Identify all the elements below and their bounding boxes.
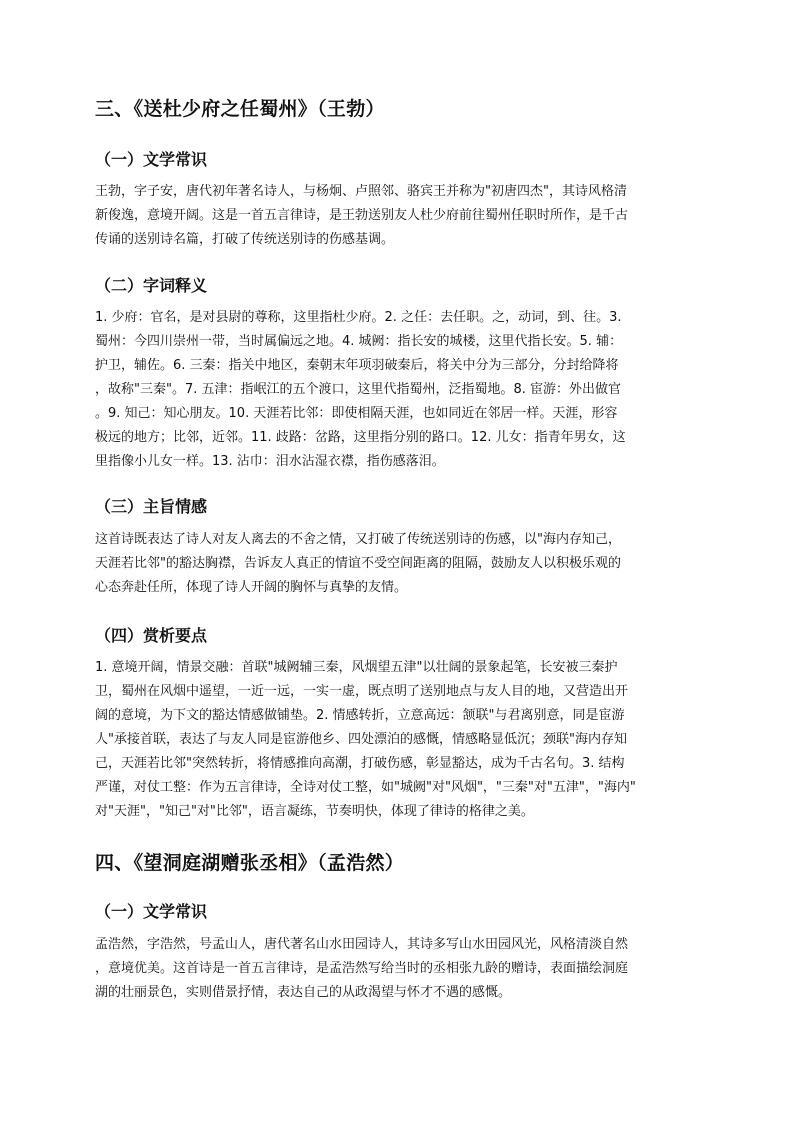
text-line: 里指像小儿女一样。13. 沾巾：泪水沾湿衣襟，指伤感落泪。 xyxy=(95,454,445,469)
text-line: 护卫，辅佐。6. 三秦：指关中地区，秦朝末年项羽破秦后，将关中分为三部分，分封给降将 xyxy=(95,358,619,373)
text-line: ，意境优美。这首诗是一首五言律诗，是孟浩然写给当时的丞相张九龄的赠诗，表面描绘洞庭 xyxy=(95,961,629,976)
text-line: 人"承接首联，表达了与友人同是宦游他乡、四处漂泊的感慨，情感略显低沉；颈联"海内存知 xyxy=(95,732,627,747)
text-line: 。9. 知己：知心朋友。10. 天涯若比邻：即使相隔天涯，也如同近在邻居一样。天涯，形容 xyxy=(95,406,618,421)
text-line: 卫，蜀州在风烟中遥望，一近一远，一实一虚，既点明了送别地点与友人目的地，又营造出开 xyxy=(95,684,629,699)
subsection-title-literary-knowledge-2: （一）文学常识 xyxy=(95,902,208,921)
text-line: 天涯若比邻"的豁达胸襟，告诉友人真正的情谊不受空间距离的阻隔，鼓励友人以积极乐观的 xyxy=(95,556,621,571)
section-title-3: 三、《送杜少府之任蜀州》（王勃） xyxy=(95,98,385,120)
text-line: 传诵的送别诗名篇，打破了传统送别诗的伤感基调。 xyxy=(95,232,395,247)
text-line: 蜀州：今四川崇州一带，当时属偏远之地。4. 城阙：指长安的城楼，这里代指长安。5. 辅： xyxy=(95,334,623,349)
text-line: 极远的地方；比邻，近邻。11. 歧路：岔路，这里指分别的路口。12. 儿女：指青年男女，这 xyxy=(95,430,626,445)
subsection-title-appreciation: （四）赏析要点 xyxy=(95,626,208,645)
paragraph-appreciation xyxy=(95,656,700,824)
text-line: 对"天涯"，"知己"对"比邻"，语言凝练，节奏明快，体现了律诗的格律之美。 xyxy=(95,804,534,819)
subsection-title-literary-knowledge: （一）文学常识 xyxy=(95,150,208,169)
text-line: 湖的壮丽景色，实则借景抒情，表达自己的从政渴望与怀才不遇的感慨。 xyxy=(95,985,512,1000)
text-line: 新俊逸，意境开阔。这是一首五言律诗，是王勃送别友人杜少府前往蜀州任职时所作，是千古 xyxy=(95,208,629,223)
paragraph-literary-knowledge xyxy=(95,180,700,252)
paragraph-word-meanings xyxy=(95,306,700,474)
text-line: 1. 意境开阔，情景交融：首联"城阙辅三秦，风烟望五津"以壮阔的景象起笔，长安被三秦护 xyxy=(95,660,618,675)
text-line: 王勃，字子安，唐代初年著名诗人，与杨炯、卢照邻、骆宾王并称为"初唐四杰"，其诗风格清 xyxy=(95,184,627,199)
text-line: 严谨，对仗工整：作为五言律诗，全诗对仗工整，如"城阙"对"风烟"，"三秦"对"五津"，"海内" xyxy=(95,780,636,795)
text-line: 1. 少府：官名，是对县尉的尊称，这里指杜少府。2. 之任：去任职。之，动词，到、往。3. xyxy=(95,310,622,325)
text-line: 己，天涯若比邻"突然转折，将情感推向高潮，打破伤感，彰显豁达，成为千古名句。3. 结构 xyxy=(95,756,625,771)
text-line: 孟浩然，字浩然，号孟山人，唐代著名山水田园诗人，其诗多写山水田园风光，风格清淡自然 xyxy=(95,937,629,952)
paragraph-literary-knowledge-2 xyxy=(95,933,700,1005)
subsection-title-word-meanings: （二）字词释义 xyxy=(95,276,208,295)
paragraph-theme xyxy=(95,528,700,600)
text-line: 心态奔赴任所，体现了诗人开阔的胸怀与真挚的友情。 xyxy=(95,580,408,595)
text-line: 这首诗既表达了诗人对友人离去的不舍之情，又打破了传统送别诗的伤感，以"海内存知己， xyxy=(95,532,621,547)
section-title-4: 四、《望洞庭湖赠张丞相》（孟浩然） xyxy=(95,852,405,874)
text-line: 阔的意境，为下文的豁达情感做铺垫。2. 情感转折，立意高远：颔联"与君离别意，同是宦游 xyxy=(95,708,625,723)
subsection-title-theme: （三）主旨情感 xyxy=(95,497,208,516)
text-line: ，故称"三秦"。7. 五津：指岷江的五个渡口，这里代指蜀州，泛指蜀地。8. 宦游：外出做官 xyxy=(95,382,622,397)
